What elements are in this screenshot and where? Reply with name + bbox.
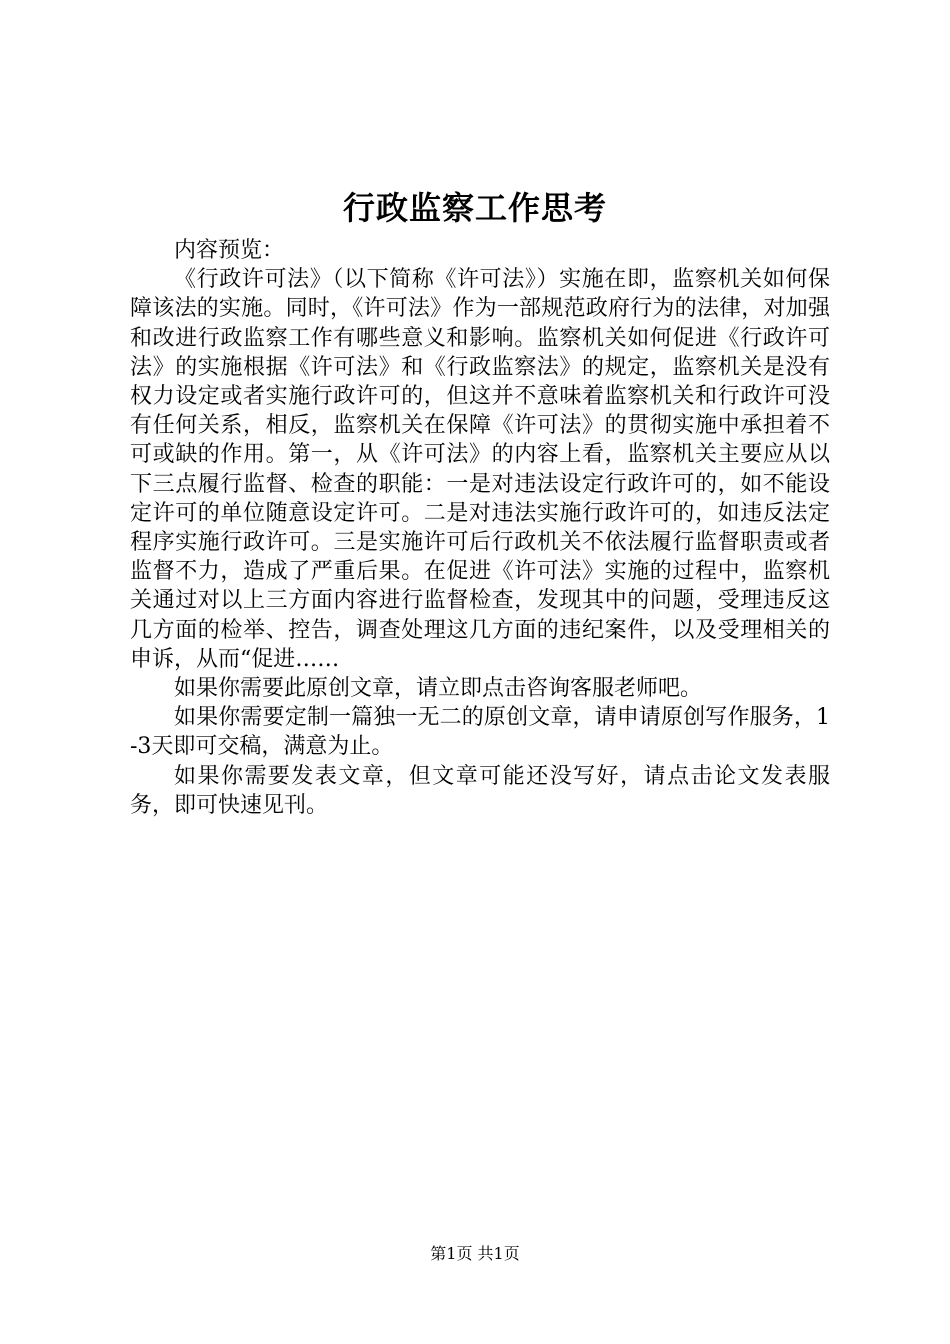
document-body [130, 236, 830, 820]
publishing-service-paragraph: 如果你需要发表文章，但文章可能还没写好，请点击论文发表服务，即可快速见刊。 [130, 763, 830, 818]
document-title: 行政监察工作思考 [342, 189, 607, 227]
preview-label: 内容预览： [174, 238, 285, 263]
contact-service-paragraph: 如果你需要此原创文章，请立即点击咨询客服老师吧。 [174, 676, 703, 702]
page-footer: 第1页 共1页 [430, 1244, 520, 1263]
preview-paragraph: 《行政许可法》（以下简称《许可法》）实施在即，监察机关如何保障该法的实施。同时，《许可法》作为一部规范政府行为的法律，对加强和改进行政监察工作有哪些意义和影响。监察机关如何促进《行政许可法》的实施根据《许可法》和《行政监察法》的规定，监察机关是没有权力设定或者实施行政许可的，但这并不意味着监察机关和行政许可没有任何关系，相反，监察机关在保障《许可法》的贯彻实施中承担着不可或缺的作用。第一，从《许可法》的内容上看，监察机关主要应从以下三点履行监督、检查的职能：一是对违法设定行政许可的，如不能设定许可的单位随意设定许可。二是对违法实施行政许可的，如违反法定程序实施行政许可。三是实施许可后行政机关不依法履行监督职责或者监督不力，造成了严重后果。在促进《许可法》实施的过程中，监察机关通过对以上三方面内容进行监督检查，发现其中的问题，受理违反这几方面的检举、控告，调查处理这几方面的违纪案件，以及受理相关的申诉，从而“促进…… [130, 267, 830, 672]
custom-writing-paragraph: 如果你需要定制一篇独一无二的原创文章，请申请原创写作服务，1-3天即可交稿，满意为止。 [130, 705, 830, 760]
